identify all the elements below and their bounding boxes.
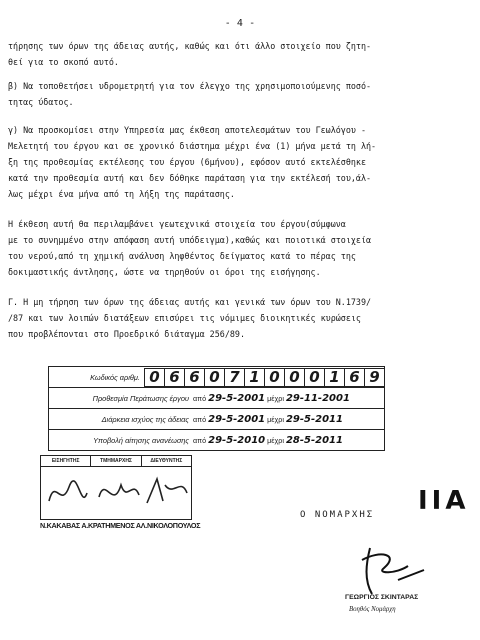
text-line: /87 και των λοιπών διατάξεων επισύρει τις νόμιμες διοικητικές κυρώσεις — [8, 313, 361, 323]
code-digit: 7 — [224, 368, 245, 387]
text-line: θεί για το σκοπό αυτό. — [8, 57, 119, 67]
paragraph-sanctions — [8, 294, 473, 342]
text-line: του νερού,από τη χημική ανάλυση ληφθέντος δείγματος κατά το πέρας της — [8, 251, 356, 261]
to-date: 29-11-2001 — [285, 392, 350, 404]
text-line: γ) Να προσκομίσει στην Υπηρεσία μας έκθεση αποτελεσμάτων του Γεωλόγου - — [8, 125, 366, 135]
from-date: 29-5-2010 — [208, 434, 266, 446]
text-line: που προβλέπονται στο Προεδρικό διάταγμα 256/89. — [8, 329, 245, 339]
row-label: Προθεσμία Περάτωσης έργου — [92, 393, 189, 403]
signature — [340, 540, 430, 598]
code-digit: 1 — [324, 368, 345, 387]
text-line: τητας ύδατος. — [8, 97, 74, 107]
page-number: - 4 - — [224, 18, 256, 29]
code-digit: 9 — [364, 368, 385, 387]
code-digit: 1 — [244, 368, 265, 387]
registry-table — [48, 366, 385, 451]
stamp-names: Ν.ΚΑΚΑΒΑΣ Α.ΚΡΑΤΗΜΕΝΟΣ ΑΛ.ΝΙΚΟΛΟΠΟΥΛΟΣ — [40, 521, 201, 530]
paragraph-geologist-report — [8, 122, 473, 202]
code-digit: 0 — [284, 368, 305, 387]
code-digit: 0 — [144, 368, 165, 387]
code-label: Κωδικός αριθμ. — [90, 372, 140, 382]
from-date: 29-5-2001 — [208, 392, 266, 404]
signatory-role: Βοηθός Νομάρχη — [349, 606, 396, 613]
from-word: από — [193, 414, 207, 424]
from-date: 29-5-2001 — [208, 413, 266, 425]
text-line: με το συνημμένο στην απόφαση αυτή υπόδειγμα),καθώς και ποιοτικά στοιχεία — [8, 235, 372, 245]
to-word: μέχρι — [267, 393, 284, 403]
permit-validity-row — [49, 409, 384, 430]
paragraph-obligations-continued — [8, 38, 473, 70]
to-word: μέχρι — [267, 435, 284, 445]
from-word: από — [193, 435, 207, 445]
to-date: 29-5-2011 — [285, 413, 343, 425]
prefect-title: Ο ΝΟΜΑΡΧΗΣ — [300, 510, 375, 520]
text-line: Μελετητή του έργου και σε χρονικό διάστημα μέχρι ένα (1) μήνα μετά τη λή- — [8, 141, 377, 151]
code-digit: 0 — [304, 368, 325, 387]
code-digits — [144, 368, 384, 387]
text-line: λως μέχρι ένα μήνα από τη λήξη της παράτασης. — [8, 189, 235, 199]
text-line: ξη της προθεσμίας εκτέλεσης του έργου (6μήνου), εφόσον αυτό εκτελέσθηκε — [8, 157, 366, 167]
paragraph-water-meter — [8, 78, 473, 110]
text-line: τήρησης των όρων της άδειας αυτής, καθώς και ότι άλλο στοιχείο που ζητη- — [8, 41, 372, 51]
code-digit: 6 — [164, 368, 185, 387]
text-line: Γ. Η μη τήρηση των όρων της άδειας αυτής και γενικά των όρων του Ν.1739/ — [8, 297, 372, 307]
code-row — [49, 367, 384, 388]
paragraph-report-contents — [8, 216, 473, 280]
code-digit: 6 — [184, 368, 205, 387]
stamp-header-section-head: ΤΜΗΜΑΡΧΗΣ — [91, 456, 141, 466]
row-label: Διάρκεια ισχύος της άδειας — [101, 414, 189, 424]
signatory-name: ΓΕΩΡΓΙΟΣ ΣΚΙΝΤΑΡΑΣ — [345, 594, 419, 601]
code-digit: 0 — [204, 368, 225, 387]
approval-stamp — [40, 455, 201, 530]
code-digit: 0 — [264, 368, 285, 387]
stamp-header-director: ΔΙΕΥΘΥΝΤΗΣ — [150, 458, 183, 464]
code-digit: 6 — [344, 368, 365, 387]
stamp-header — [40, 455, 192, 467]
renewal-application-row — [49, 430, 384, 450]
to-word: μέχρι — [267, 414, 284, 424]
initials-signature-scribbles — [41, 467, 191, 519]
row-dates — [193, 414, 384, 425]
stamp-signature-box — [40, 467, 192, 520]
row-label: Υποβολή αίτησης ανανέωσης — [93, 435, 189, 445]
to-date: 28-5-2011 — [285, 434, 343, 446]
from-word: από — [193, 393, 207, 403]
text-line: κατά την προθεσμία αυτή και δεν δόθηκε παράταση για την εκτέλεσή του,άλ- — [8, 173, 372, 183]
handwritten-initials: ΙΙΑ — [418, 486, 470, 516]
stamp-header-rapporteur: ΕΙΣΗΓΗΤΗΣ — [41, 456, 91, 466]
text-line: β) Να τοποθετήσει υδρομετρητή για τον έλεγχο της χρησιμοποιούμενης ποσό- — [8, 81, 372, 91]
text-line: Η έκθεση αυτή θα περιλαμβάνει γεωτεχνικά στοιχεία του έργου(σύμφωνα — [8, 219, 346, 229]
row-dates — [193, 393, 384, 404]
completion-deadline-row — [49, 388, 384, 409]
text-line: δοκιμαστικής άντλησης, ώστε να τηρηθούν οι όροι της εισήγησης. — [8, 267, 321, 277]
row-dates — [193, 435, 384, 446]
